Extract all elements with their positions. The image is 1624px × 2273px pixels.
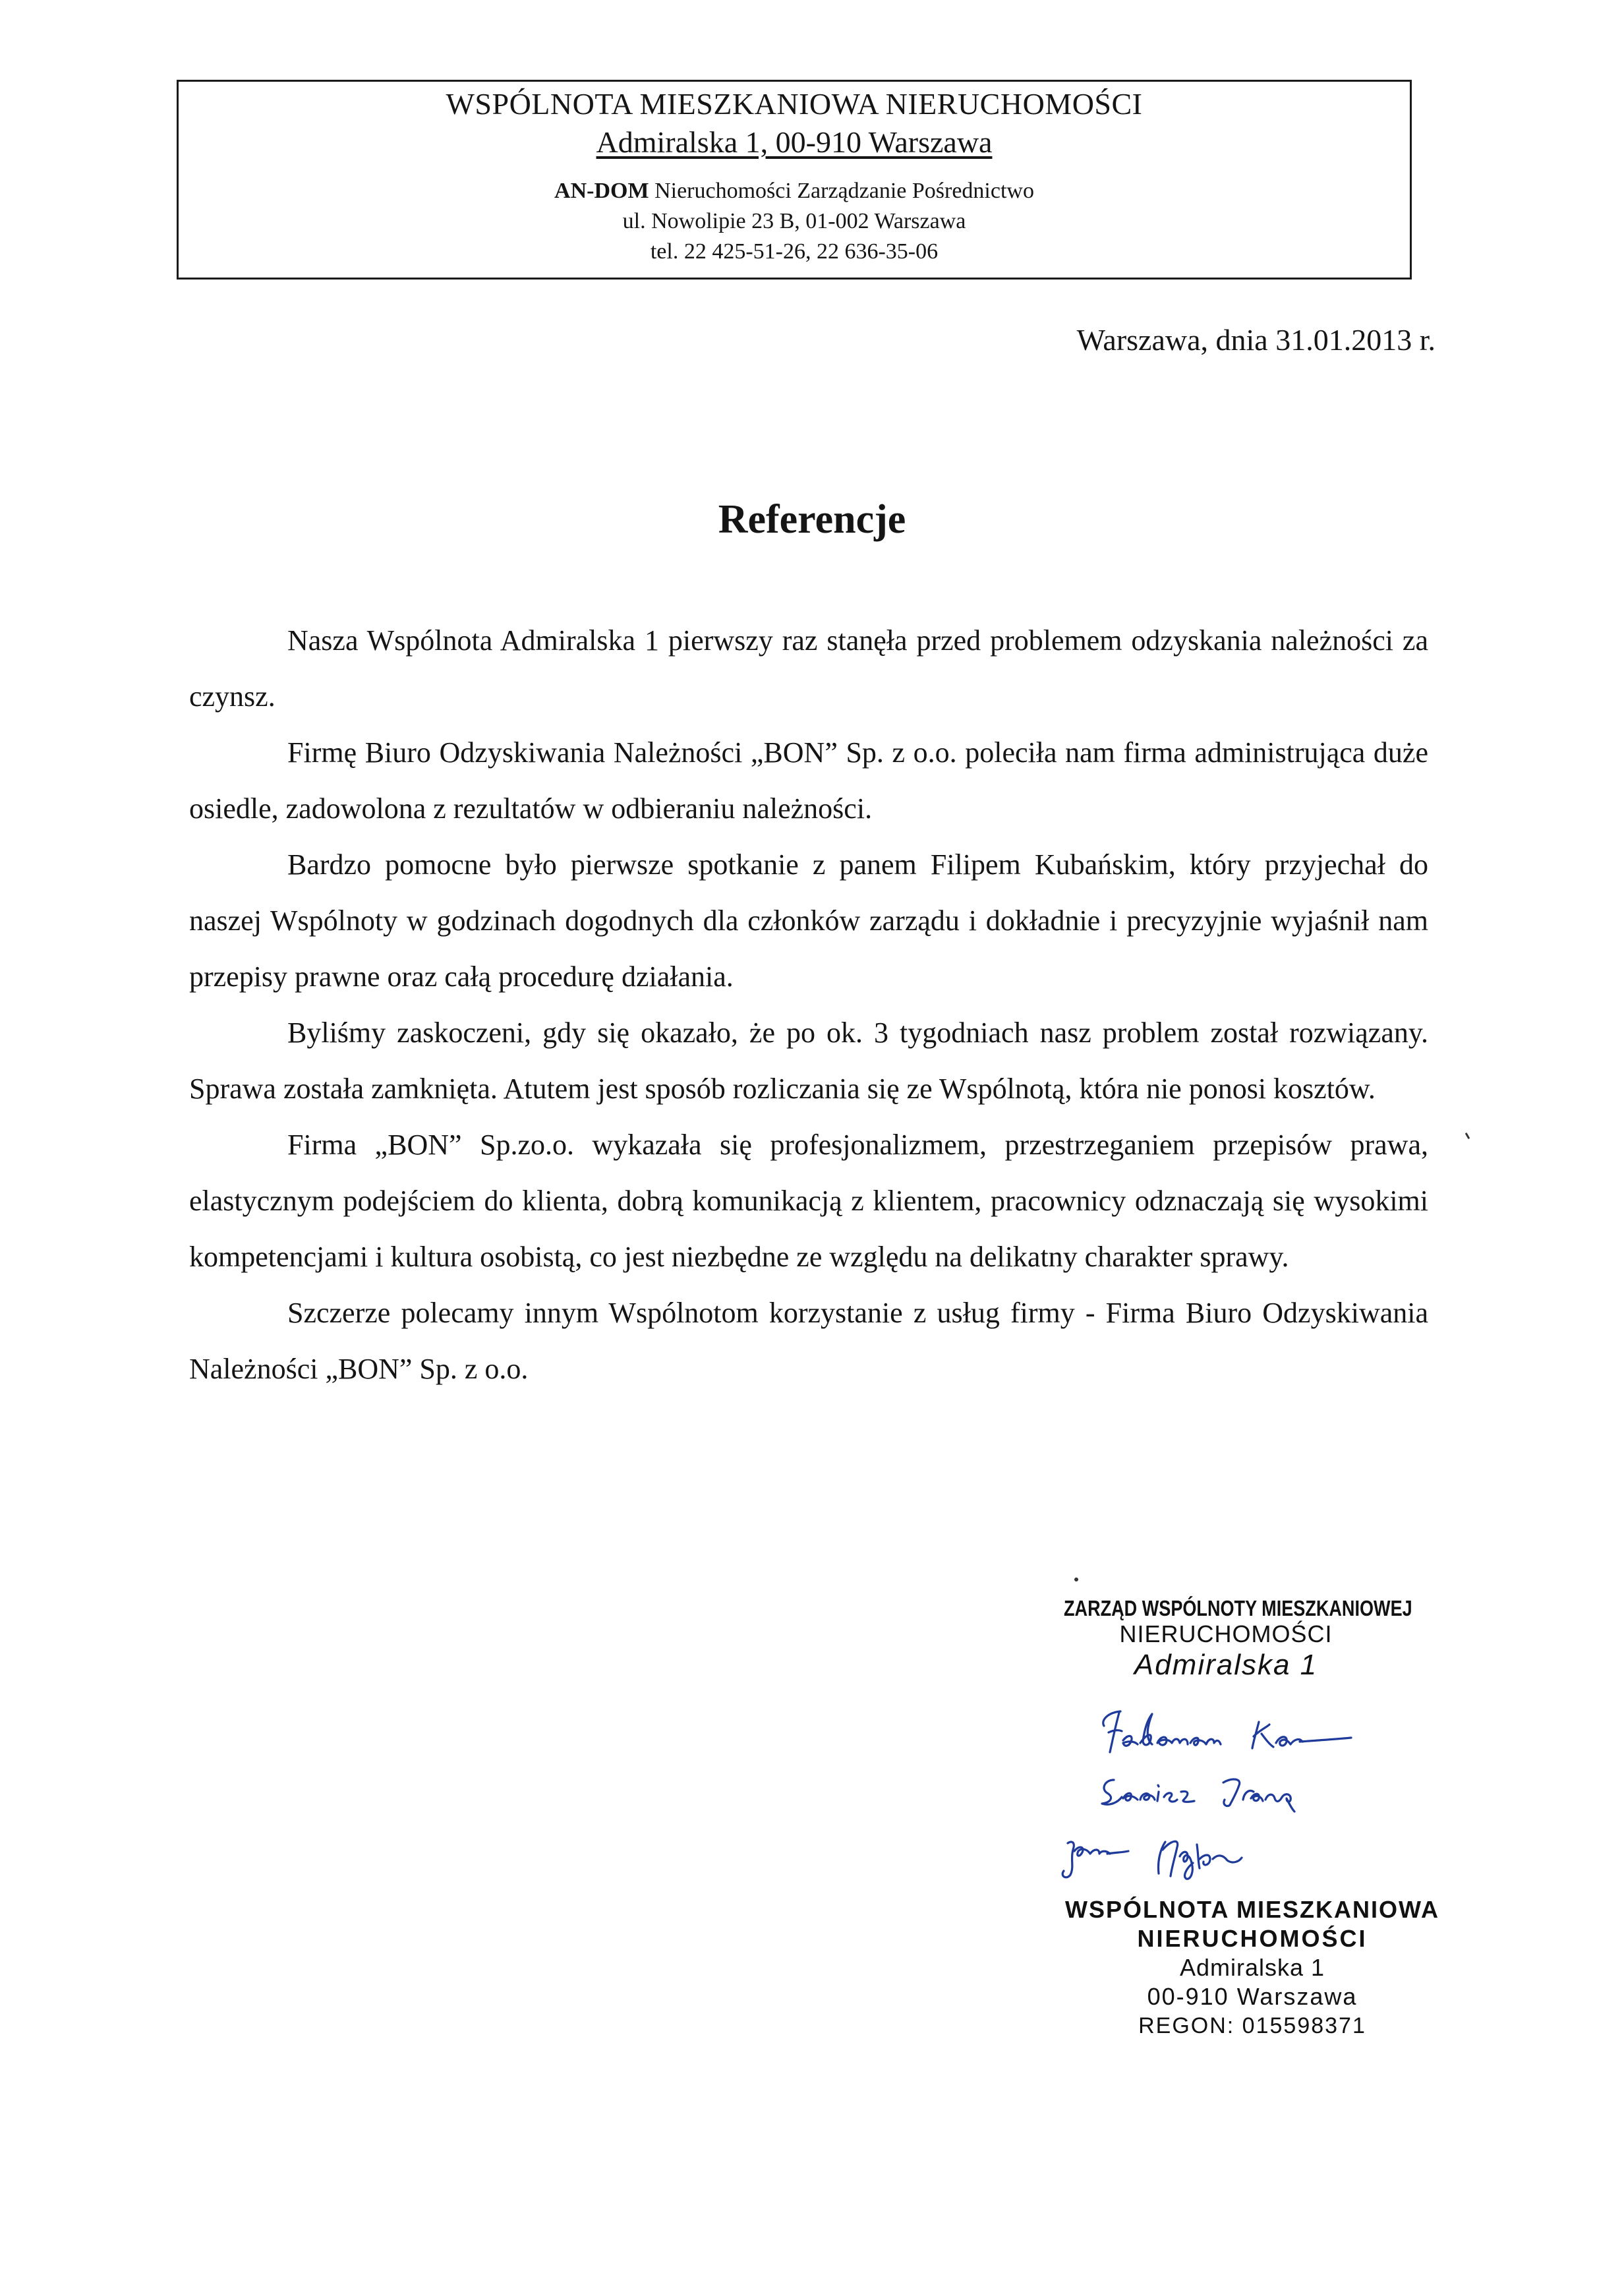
manager-phone: tel. 22 425-51-26, 22 636-35-06	[650, 239, 939, 264]
signature-nyka	[1062, 1841, 1242, 1879]
manager-line	[179, 176, 1410, 206]
community-name: WSPÓLNOTA MIESZKANIOWA NIERUCHOMOŚCI	[446, 87, 1143, 121]
manager-description: Nieruchomości Zarządzanie Pośrednictwo	[649, 179, 1034, 203]
community-stamp	[1055, 1895, 1450, 2040]
document-title: Referencje	[718, 497, 906, 542]
community-stamp-line: Admiralska 1	[1179, 1954, 1325, 1981]
community-stamp-line: NIERUCHOMOŚCI	[1137, 1925, 1368, 1952]
community-stamp-line: 00-910 Warszawa	[1147, 1983, 1358, 2010]
manager-name: AN-DOM	[554, 179, 649, 203]
paragraph: Byliśmy zaskoczeni, gdy się okazało, że po ok. 3 tygodniach nasz problem został rozwiązany. Sprawa została zamknięta. Atutem jest sposób rozliczania się ze Wspólnotą, która nie ponosi kosztów.	[189, 1017, 1428, 1105]
ink-mark	[1465, 1133, 1470, 1139]
signature-fedorowicz	[1103, 1711, 1351, 1752]
paragraph: Firma „BON” Sp.zo.o. wykazała się profesjonalizmem, przestrzeganiem przepisów prawa, elastycznym podejściem do klienta, dobrą komunikacją z klientem, pracownicy odznaczają się wysokimi kompetencjami i kultura osobistą, co jest niezbędne ze względu na delikatny charakter sprawy.	[189, 1129, 1428, 1273]
paragraph: Firmę Biuro Odzyskiwania Należności „BON” Sp. z o.o. poleciła nam firma administrująca duże osiedle, zadowolona z rezultatów w odbieraniu należności.	[189, 736, 1428, 825]
board-stamp	[1028, 1595, 1424, 1684]
place-date: Warszawa, dnia 31.01.2013 r.	[1076, 323, 1436, 357]
paragraph: Bardzo pomocne było pierwsze spotkanie z panem Filipem Kubańskim, który przyjechał do naszej Wspólnoty w godzinach dogodnych dla członków zarządu i dokładnie i precyzyjnie wyjaśnił nam przepisy prawne oraz całą procedurę działania.	[189, 848, 1428, 993]
paragraph: Nasza Wspólnota Admiralska 1 pierwszy raz stanęła przed problemem odzyskania należności za czynsz.	[189, 624, 1428, 713]
signatures	[1041, 1701, 1450, 1899]
letterhead	[177, 80, 1412, 280]
community-stamp-line: WSPÓLNOTA MIESZKANIOWA	[1065, 1896, 1439, 1923]
paragraph: Szczerze polecamy innym Wspólnotom korzystanie z usług firmy - Firma Biuro Odzyskiwania Należności „BON” Sp. z o.o.	[189, 1297, 1428, 1385]
board-stamp-line: ZARZĄD WSPÓLNOTY MIESZKANIOWEJ	[1064, 1596, 1412, 1620]
letter-body	[189, 612, 1428, 1397]
board-stamp-line: NIERUCHOMOŚCI	[1119, 1620, 1333, 1647]
board-stamp-line: Admiralska 1	[1134, 1649, 1318, 1681]
community-address: Admiralska 1, 00-910 Warszawa	[596, 125, 993, 159]
ink-dot	[1074, 1578, 1078, 1581]
community-stamp-line: REGON: 015598371	[1138, 2013, 1366, 2038]
manager-street: ul. Nowolipie 23 B, 01-002 Warszawa	[622, 209, 966, 233]
signature-lesisz	[1102, 1779, 1294, 1812]
